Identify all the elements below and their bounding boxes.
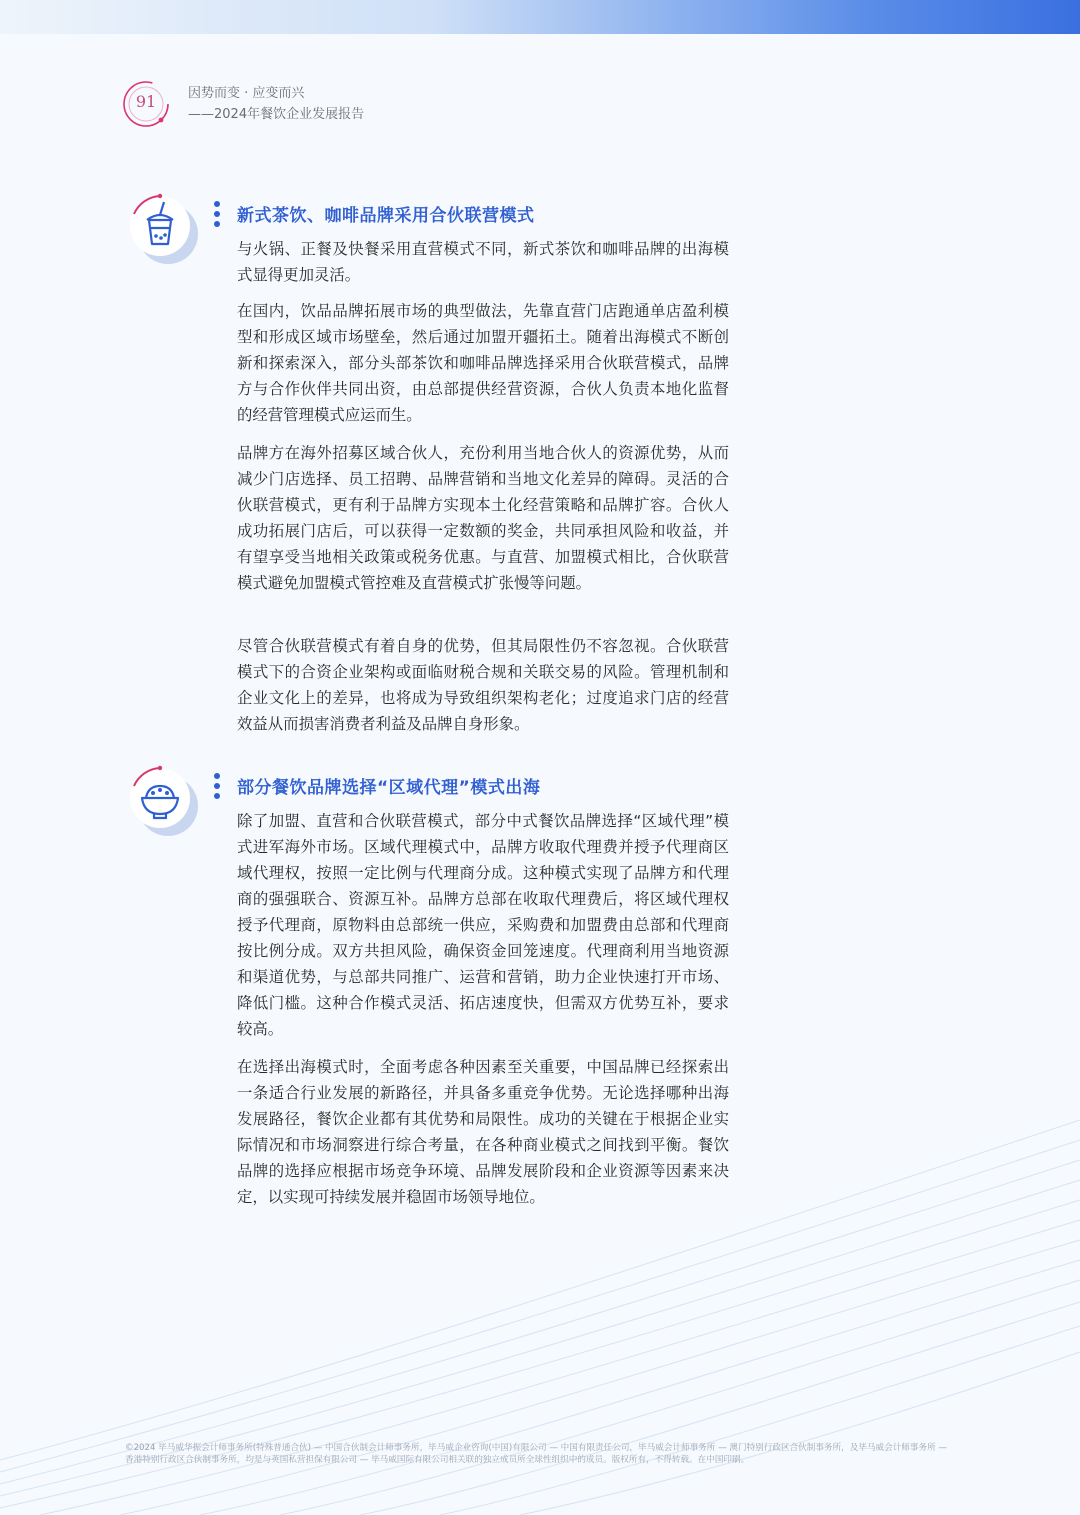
report-title: ——2024年餐饮企业发展报告: [188, 107, 365, 122]
section-title-partnership: 新式茶饮、咖啡品牌采用合伙联营模式: [237, 206, 535, 226]
paragraph: 在选择出海模式时，全面考虑各种因素至关重要，中国品牌已经探索出一条适合行业发展的新路径，并具备多重竞争优势。无论选择哪种出海发展路径，餐饮企业都有其优势和局限性。成功的关键在于根据企业实际情况和市场洞察进行综合考量，在各种商业模式之间找到平衡。餐饮品牌的选择应根据市场竞争环境、品牌发展阶段和企业资源等因素来决定，以实现可持续发展并稳固市场领导地位。: [237, 1058, 729, 1206]
page-number: 91: [135, 92, 157, 111]
paragraph: 除了加盟、直营和合伙联营模式，部分中式餐饮品牌选择“区域代理”模式进军海外市场。区域代理模式中，品牌方收取代理费并授予代理商区域代理权，按照一定比例与代理商分成。这种模式实现了品牌方和代理商的强强联合、资源互补。品牌方总部在收取代理费后，将区域代理权授予代理商，原物料由总部统一供应，采购费和加盟费由总部和代理商按比例分成。双方共担风险，确保资金回笼速度。代理商利用当地资源和渠道优势，与总部共同推广、运营和营销，助力企业快速打开市场、降低门槛。这种合作模式灵活、拓店速度快，但需双方优势互补，要求较高。: [237, 812, 729, 1038]
paragraph: 与火锅、正餐及快餐采用直营模式不同，新式茶饮和咖啡品牌的出海模式显得更加灵活。: [237, 240, 729, 284]
vertical-dots-icon: [213, 200, 221, 228]
report-tagline: 因势而变 · 应变而兴: [188, 86, 305, 101]
paragraph: 尽管合伙联营模式有着自身的优势，但其局限性仍不容忽视。合伙联营模式下的合资企业架构或面临财税合规和关联交易的风险。管理机制和企业文化上的差异，也将成为导致组织架构老化；过度追求门店的经营效益从而损害消费者利益及品牌自身形象。: [237, 637, 729, 733]
bubble-tea-cup-icon: [120, 184, 204, 268]
copyright-footer: ©2024 毕马威华振会计师事务所(特殊普通合伙) — 中国合伙制会计师事务所，毕马威企业咨询(中国)有限公司 — 中国有限责任公司，毕马威会计师事务所 — 澳门特别行政区合伙制事务所，及毕马威会计师事务所 — 香港特别行政区合伙制事务所，均是与英国私营担保有限公司 — 毕马威国际有限公司相关联的独立成员所全球性组织中的成员。版权所有，不得转载。在中国印刷。: [125, 1443, 947, 1465]
food-bowl-icon: [120, 756, 204, 840]
vertical-dots-icon: [213, 772, 221, 800]
section-title-regional-agency: 部分餐饮品牌选择“区域代理”模式出海: [237, 778, 541, 798]
top-gradient-bar: [0, 0, 1080, 34]
paragraph: 品牌方在海外招募区域合伙人，充份利用当地合伙人的资源优势，从而减少门店选择、员工招聘、品牌营销和当地文化差异的障碍。灵活的合伙联营模式，更有利于品牌方实现本土化经营策略和品牌扩容。合伙人成功拓展门店后，可以获得一定数额的奖金，共同承担风险和收益，并有望享受当地相关政策或税务优惠。与直营、加盟模式相比，合伙联营模式避免加盟模式管控难及直营模式扩张慢等问题。: [237, 444, 729, 592]
paragraph: 在国内，饮品品牌拓展市场的典型做法，先靠直营门店跑通单店盈利模型和形成区域市场壁垒，然后通过加盟开疆拓土。随着出海模式不断创新和探索深入，部分头部茶饮和咖啡品牌选择采用合伙联营模式，品牌方与合作伙伴共同出资，由总部提供经营资源，合伙人负责本地化监督的经营管理模式应运而生。: [237, 302, 729, 424]
